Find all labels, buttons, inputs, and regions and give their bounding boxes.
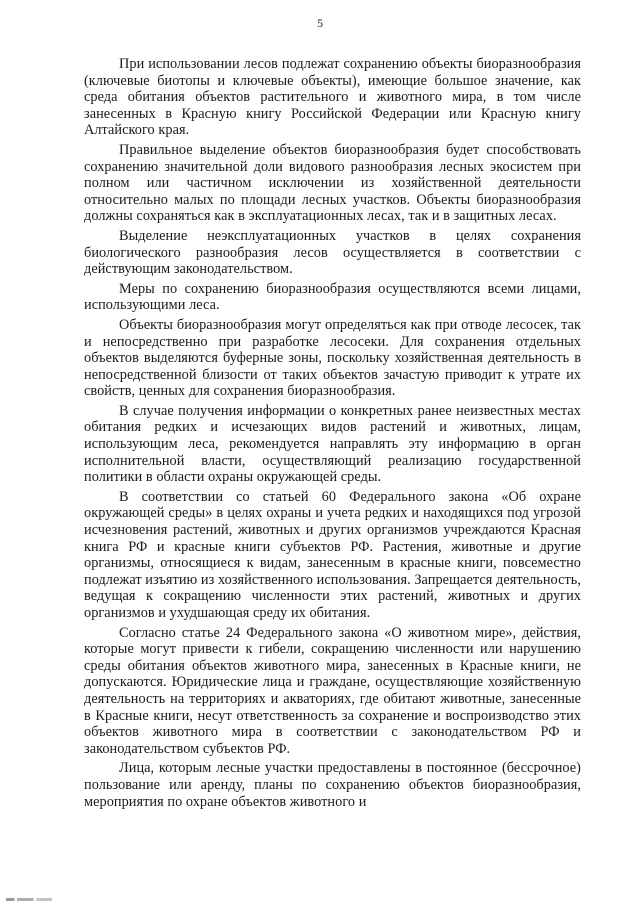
document-body — [84, 56, 581, 813]
paragraph: Выделение неэксплуатационных участков в целях сохранения биологического разнообразия лесов осуществляется в соответствии с действующим законодательством. — [84, 227, 581, 278]
scan-artifact-mark — [6, 898, 52, 901]
paragraph: При использовании лесов подлежат сохранению объекты биоразнообразия (ключевые биотопы и ключевые объекты), имеющие большое значение, как среда обитания объектов растительного и животного мира, в том числе занесенных в Красную книгу Российской Федерации или Красную книгу Алтайского края. — [84, 56, 581, 139]
paragraph: Правильное выделение объектов биоразнообразия будет способствовать сохранению значительной доли видового разнообразия лесных экосистем при полном или частичном исключении из хозяйственной деятельности относительно малых по площади лесных участков. Объекты биоразнообразия должны сохраняться как в эксплуатационных лесах, так и в защитных лесах. — [84, 141, 581, 225]
paragraph: Лица, которым лесные участки предоставлены в постоянное (бессрочное) пользование или аренду, планы по сохранению объектов биоразнообразия, мероприятия по охране объектов животного и — [84, 760, 581, 810]
paragraph: В соответствии со статьей 60 Федерального закона «Об охране окружающей среды» в целях охраны и учета редких и находящихся под угрозой исчезновения растений, животных и других организмов учреждаются Красная книга РФ и красные книги субъектов РФ. Растения, животные и другие организмы, относящиеся к видам, занесенным в красные книги, повсеместно подлежат изъятию из хозяйственного использования. Запрещается деятельность, ведущая к сокращению численности этих растений, животных и других организмов и ухудшающая среду их обитания. — [84, 488, 581, 621]
page-number: 5 — [317, 16, 323, 30]
paragraph: Объекты биоразнообразия могут определяться как при отводе лесосек, так и непосредственно при разработке лесосеки. Для сохранения отдельных объектов выделяются буферные зоны, поскольку хозяйственная деятельность в непосредственной близости от таких объектов зачастую приводит к утрате их свойств, ценных для сохранения биоразнообразия. — [84, 316, 581, 400]
paragraph: В случае получения информации о конкретных ранее неизвестных местах обитания редких и исчезающих видов растений и животных, лицам, использующим леса, рекомендуется направлять эту информацию в орган исполнительной власти, осуществляющий реализацию государственной политики в области охраны окружающей среды. — [84, 402, 581, 486]
paragraph: Согласно статье 24 Федерального закона «О животном мире», действия, которые могут привести к гибели, сокращению численности или нарушению среды обитания объектов животного мира, занесенных в Красные книги, не допускаются. Юридические лица и граждане, осуществляющие хозяйственную деятельность на территориях и акваториях, где обитают животные, занесенные в Красные книги, несут ответственность за сохранение и воспроизводство этих объектов животного мира в соответствии с законодательством РФ и законодательством субъектов РФ. — [84, 624, 581, 757]
paragraph: Меры по сохранению биоразнообразия осуществляются всеми лицами, использующими леса. — [84, 280, 581, 314]
